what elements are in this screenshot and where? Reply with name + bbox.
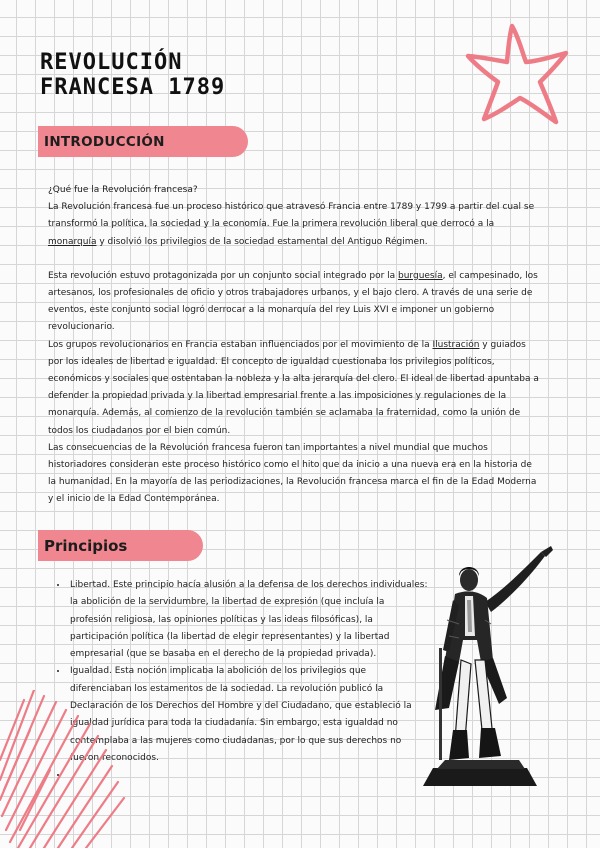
paragraph-text: y guiados por los ideales de libertad e igualdad. El concepto de igualdad cuestionaba los privilegios políticos, económicos y sociales que ostentaban la nobleza y la alta jerarquía del clero. El ideal de libertad apuntaba a defender la propiedad privada y la libertad empresarial frente a las imposiciones y regulaciones de la monarquía. Además, al comienzo de la revolución también se aclamaba la fraternidad, como la unión de todos los ciudadanos por el bien común.: [48, 339, 539, 436]
paragraph-text: Esta revolución estuvo protagonizada por un conjunto social integrado por la: [48, 270, 399, 281]
paragraph-text: Los grupos revolucionarios en Francia estaban influenciados por el movimiento de la: [48, 339, 433, 350]
list-item-igualdad: • Igualdad. Esta noción implicaba la abolición de los privilegios que diferenciaban los estamentos de la sociedad. La revolución publicó la Declaración de los Derechos del Hombre y del Ciudadano, que estableció la igualdad jurídica para toda la ciudadanía. Sin embargo, esta igualdad no contemplaba a las mujeres como ciudadanas, por lo que sus derechos no fueron reconocidos.: [68, 663, 428, 767]
intro-paragraph-1: [48, 199, 542, 251]
intro-body: [48, 182, 542, 509]
intro-paragraph-4: Las consecuencias de la Revolución francesa fueron tan importantes a nivel mundial que muchos historiadores consideran este proceso histórico como el hito que da inicio a una nueva era en la historia de la humanidad. En la mayoría de las periodizaciones, la Revolución francesa marca el fin de la Edad Moderna y el inicio de la Edad Contemporánea.: [48, 442, 537, 505]
paragraph-text: y disolvió los privilegios de la sociedad estamental del Antiguo Régimen.: [96, 236, 428, 247]
ilustracion-link[interactable]: Ilustración: [432, 339, 480, 350]
intro-paragraph-2: [48, 268, 542, 337]
intro-paragraph-3: [48, 337, 542, 440]
paragraph-text: , el campesinado, los artesanos, los profesionales de oficio y otros trabajadores urbanos, y el bajo clero. A través de una serie de eventos, este conjunto social logró derrocar a la monarquía del rey Luis XVI e imponer un gobierno revolucionario.: [48, 270, 538, 333]
title-line-1: REVOLUCIÓN: [40, 50, 183, 75]
monarquia-link[interactable]: monarquía: [48, 236, 97, 247]
document-title: [40, 50, 225, 100]
list-item-libertad: • Libertad. Este principio hacía alusión a la defensa de los derechos individuales: la abolición de la servidumbre, la libertad de expresión (que incluía la profesión religiosa, las opiniones políticas y las ideas filosóficas), la participación política (la libertad de elegir representantes) y la libertad empresarial (que se basaba en el derecho de la propiedad privada).: [68, 577, 428, 663]
title-line-2: FRANCESA 1789: [40, 75, 226, 100]
paragraph-text: La Revolución francesa fue un proceso histórico que atravesó Francia entre 1789 y 1799 a partir del cual se transformó la política, la sociedad y la economía. Fue la primera revolución liberal que derrocó a la: [48, 202, 535, 230]
principios-heading: Principios: [44, 537, 128, 555]
burguesia-link[interactable]: burguesía: [398, 270, 443, 281]
statue-illustration-icon: [415, 540, 565, 790]
intro-question: ¿Qué fue la Revolución francesa?: [48, 185, 198, 195]
intro-heading: INTRODUCCIÓN: [44, 134, 165, 150]
star-doodle-icon: [462, 18, 574, 130]
scribble-decoration-icon: [0, 690, 130, 848]
